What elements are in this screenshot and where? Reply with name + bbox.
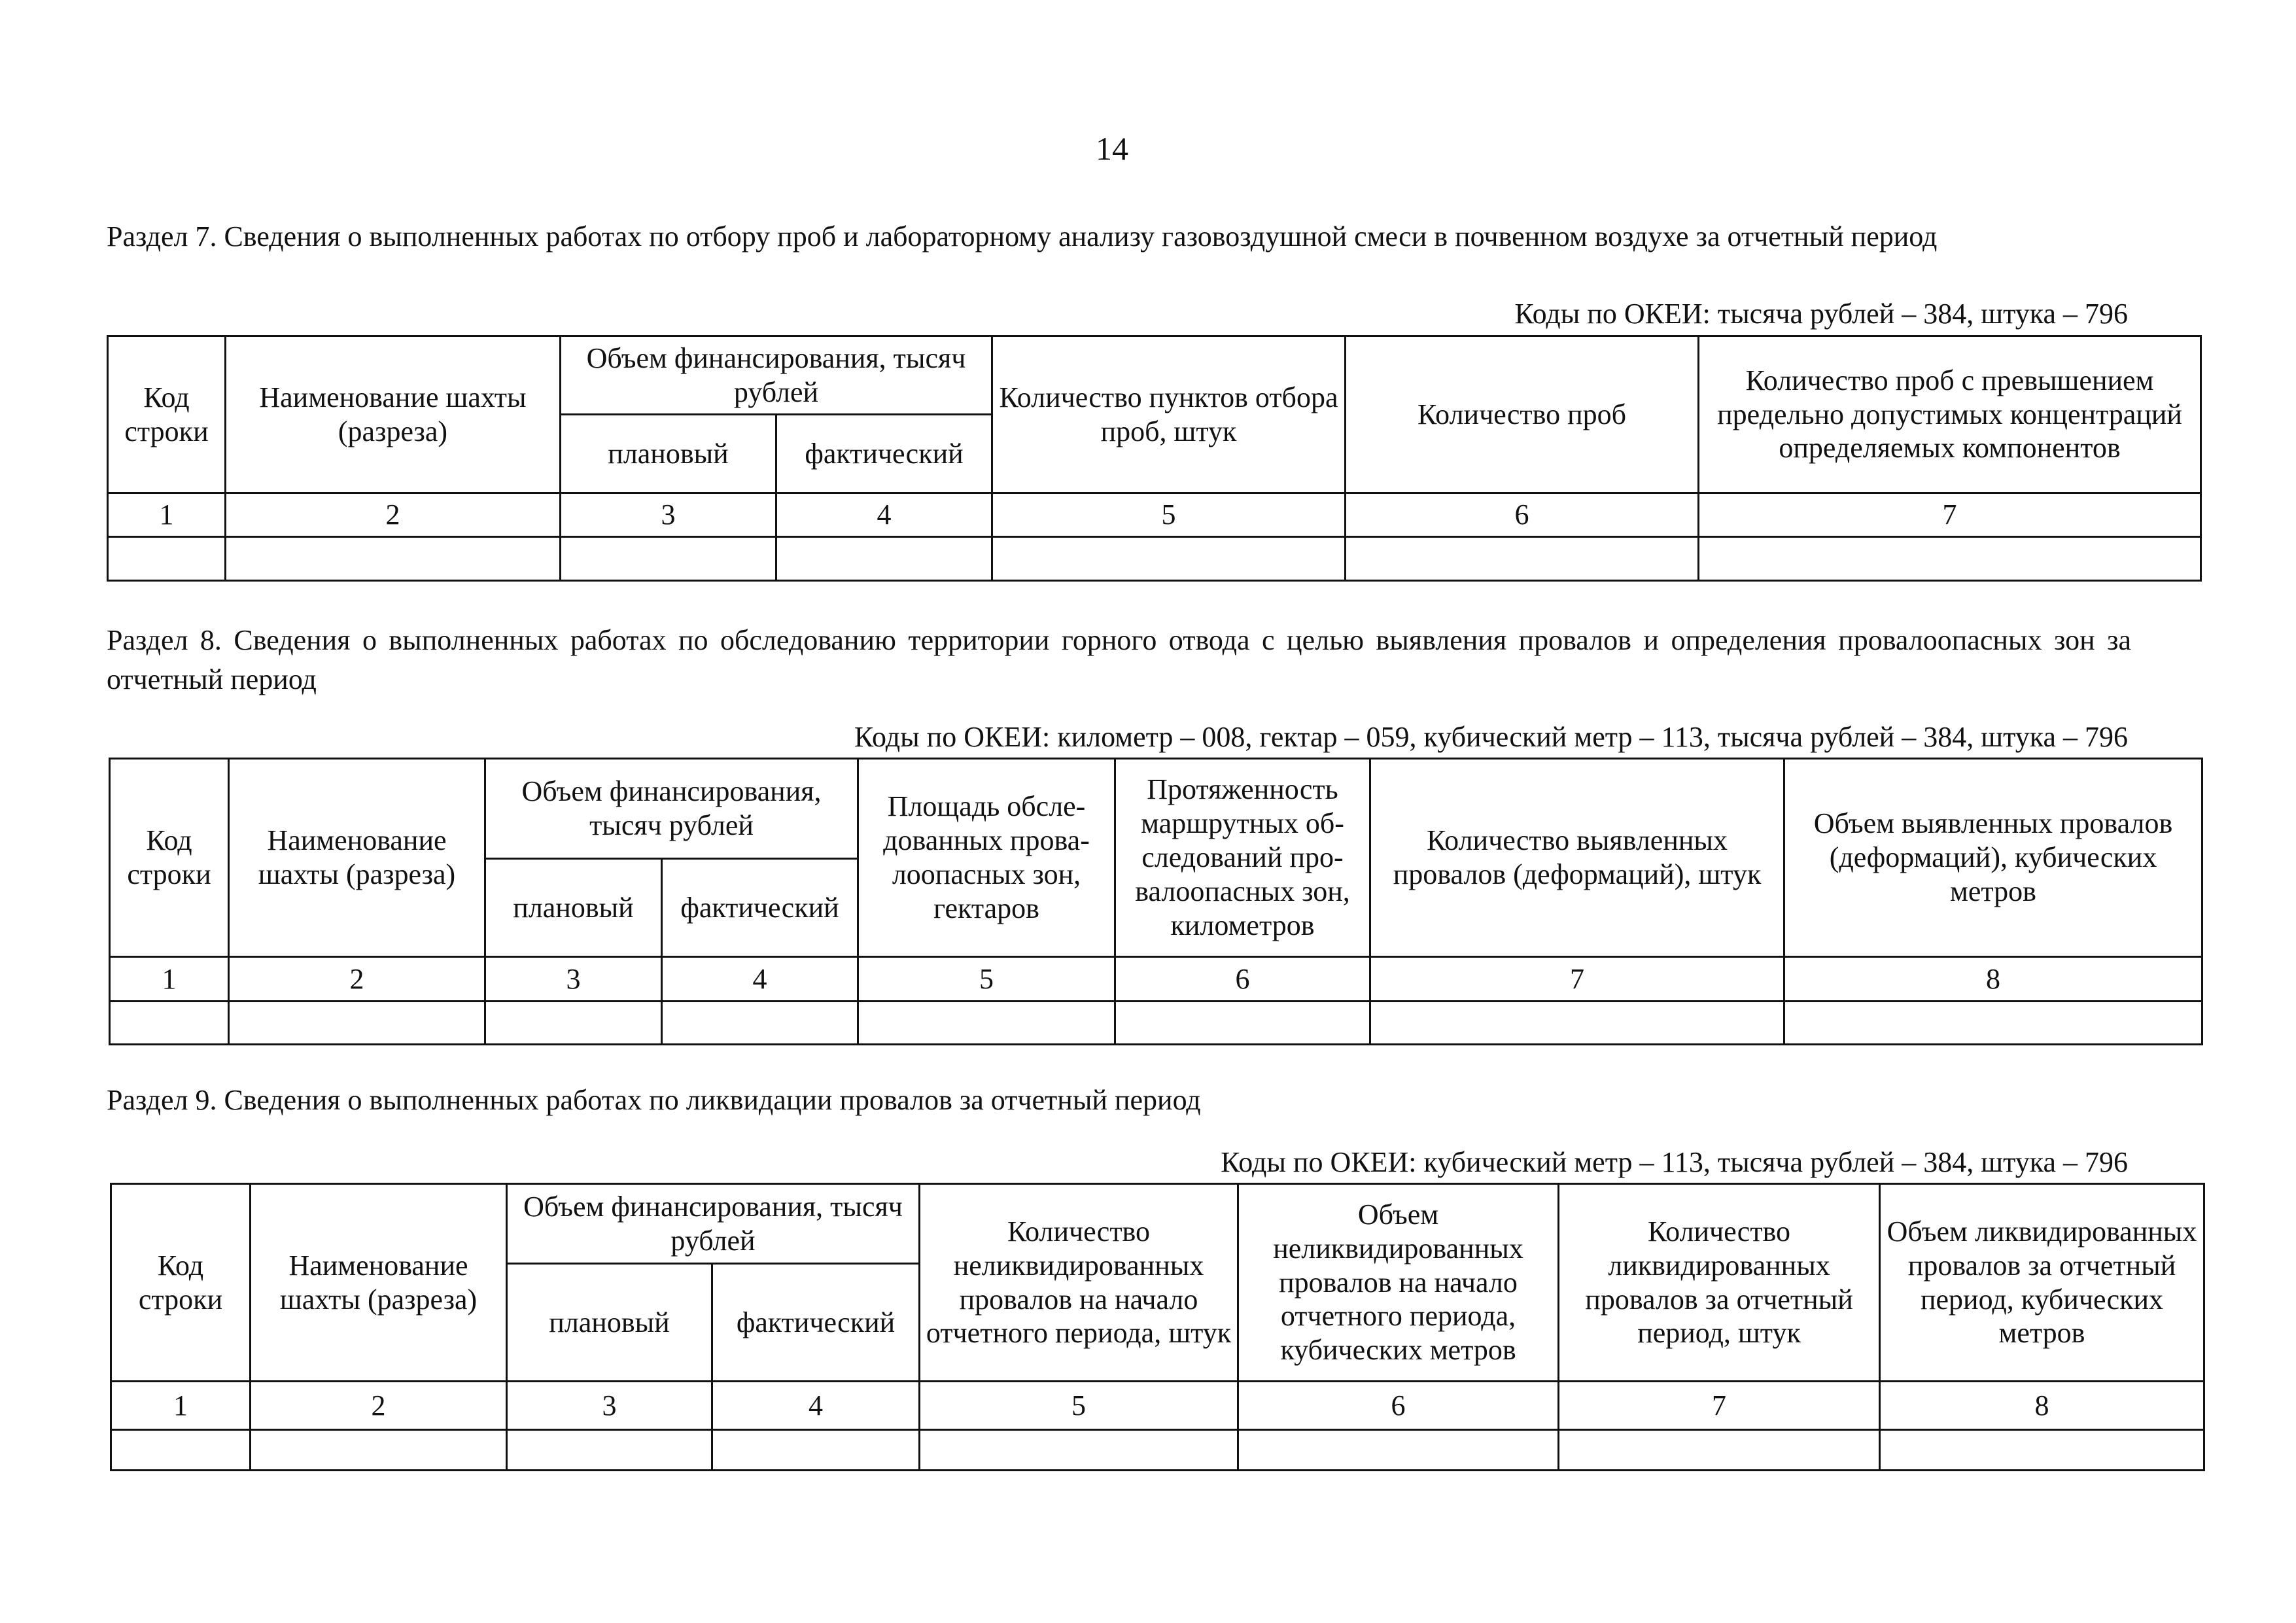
- column-number: 3: [485, 957, 662, 1002]
- section-7-table: [107, 335, 2202, 582]
- header-liquidated-count: Количество ликвидированных провалов за отчетный период, штук: [1559, 1184, 1880, 1382]
- header-financing: Объем финансирования, тысяч рублей: [561, 336, 992, 415]
- header-unliquidated-count: Количество неликвидированных провалов на начало отчетного периода, штук: [920, 1184, 1238, 1382]
- section-7-title: Раздел 7. Сведения о выполненных работах по отбору проб и лабораторному анализу газовоздушной смеси в почвенном воздухе за отчетный период: [107, 220, 1938, 253]
- header-actual: фактический: [712, 1264, 920, 1382]
- section-7-column-numbers: [108, 493, 2201, 537]
- section-9-table: [110, 1183, 2205, 1471]
- column-number: 2: [251, 1382, 507, 1430]
- section-9-column-numbers: [111, 1382, 2204, 1430]
- empty-cell[interactable]: [1699, 537, 2201, 581]
- header-mine-name: Наименование шахты (разреза): [229, 759, 485, 957]
- empty-cell[interactable]: [1559, 1430, 1880, 1471]
- header-route-length: Протяженность маршрутных об-следований про-валоопасных зон, километров: [1115, 759, 1370, 957]
- header-planned: плановый: [485, 859, 662, 957]
- header-samples-count: Количество проб: [1346, 336, 1699, 493]
- empty-cell[interactable]: [251, 1430, 507, 1471]
- page-number: 14: [1096, 130, 1128, 167]
- header-detected-count: Количество выявленных провалов (деформаций), штук: [1370, 759, 1784, 957]
- column-number: 1: [110, 957, 229, 1002]
- header-actual: фактический: [776, 415, 992, 493]
- column-number: 3: [507, 1382, 712, 1430]
- empty-cell[interactable]: [226, 537, 561, 581]
- column-number: 3: [561, 493, 776, 537]
- empty-cell[interactable]: [485, 1002, 662, 1045]
- column-number: 6: [1238, 1382, 1559, 1430]
- header-detected-volume: Объем выявленных провалов (деформаций), кубических метров: [1784, 759, 2202, 957]
- empty-cell[interactable]: [992, 537, 1346, 581]
- section-9-header-row: [111, 1184, 2204, 1264]
- empty-cell[interactable]: [1784, 1002, 2202, 1045]
- empty-cell[interactable]: [712, 1430, 920, 1471]
- section-9-title: Раздел 9. Сведения о выполненных работах по ликвидации провалов за отчетный период: [107, 1084, 1201, 1116]
- column-number: 2: [229, 957, 485, 1002]
- empty-cell[interactable]: [662, 1002, 858, 1045]
- empty-cell[interactable]: [858, 1002, 1115, 1045]
- empty-cell[interactable]: [507, 1430, 712, 1471]
- header-code: Код строки: [111, 1184, 251, 1382]
- section-7-data-row: [108, 537, 2201, 581]
- header-exceeding-samples: Количество проб с превышением предельно допустимых концентраций определяемых компонентов: [1699, 336, 2201, 493]
- empty-cell[interactable]: [561, 537, 776, 581]
- header-financing: Объем финансирования, тысяч рублей: [507, 1184, 920, 1264]
- section-9-okei-codes: Коды по ОКЕИ: кубический метр – 113, тысяча рублей – 384, штука – 796: [1221, 1146, 2128, 1178]
- column-number: 1: [108, 493, 226, 537]
- empty-cell[interactable]: [1346, 537, 1699, 581]
- column-number: 2: [226, 493, 561, 537]
- empty-cell[interactable]: [229, 1002, 485, 1045]
- header-financing: Объем финансирования, тысяч рублей: [485, 759, 858, 859]
- column-number: 5: [992, 493, 1346, 537]
- section-8-title: Раздел 8. Сведения о выполненных работах по обследованию территории горного отвода с целью выявления провалов и определения провалоопасных зон за отчетный период: [107, 624, 2131, 695]
- empty-cell[interactable]: [776, 537, 992, 581]
- empty-cell[interactable]: [920, 1430, 1238, 1471]
- header-planned: плановый: [507, 1264, 712, 1382]
- header-actual: фактический: [662, 859, 858, 957]
- section-8-header-row: [110, 759, 2202, 859]
- empty-cell[interactable]: [1115, 1002, 1370, 1045]
- header-liquidated-volume: Объем ликвидированных провалов за отчетный период, кубических метров: [1880, 1184, 2204, 1382]
- section-8-data-row: [110, 1002, 2202, 1045]
- empty-cell[interactable]: [1238, 1430, 1559, 1471]
- column-number: 6: [1115, 957, 1370, 1002]
- header-mine-name: Наименование шахты (разреза): [251, 1184, 507, 1382]
- header-code: Код строки: [108, 336, 226, 493]
- header-unliquidated-volume: Объем неликвидированных провалов на начало отчетного периода, кубических метров: [1238, 1184, 1559, 1382]
- header-mine-name: Наименование шахты (разреза): [226, 336, 561, 493]
- section-9-data-row: [111, 1430, 2204, 1471]
- header-planned: плановый: [561, 415, 776, 493]
- column-number: 4: [712, 1382, 920, 1430]
- column-number: 5: [920, 1382, 1238, 1430]
- section-7-header-row: [108, 336, 2201, 415]
- header-code: Код строки: [110, 759, 229, 957]
- column-number: 5: [858, 957, 1115, 1002]
- empty-cell[interactable]: [108, 537, 226, 581]
- header-surveyed-area: Площадь обсле-дованных прова-лоопасных зон, гектаров: [858, 759, 1115, 957]
- header-sampling-points: Количество пунктов отбора проб, штук: [992, 336, 1346, 493]
- column-number: 4: [776, 493, 992, 537]
- column-number: 8: [1880, 1382, 2204, 1430]
- column-number: 6: [1346, 493, 1699, 537]
- column-number: 7: [1370, 957, 1784, 1002]
- empty-cell[interactable]: [111, 1430, 251, 1471]
- column-number: 4: [662, 957, 858, 1002]
- section-8-table: [109, 758, 2203, 1045]
- column-number: 1: [111, 1382, 251, 1430]
- section-7-okei-codes: Коды по ОКЕИ: тысяча рублей – 384, штука – 796: [1514, 298, 2128, 330]
- empty-cell[interactable]: [1880, 1430, 2204, 1471]
- section-8-okei-codes: Коды по ОКЕИ: километр – 008, гектар – 059, кубический метр – 113, тысяча рублей – 384, штука – 796: [854, 721, 2128, 753]
- empty-cell[interactable]: [1370, 1002, 1784, 1045]
- column-number: 7: [1699, 493, 2201, 537]
- section-8-column-numbers: [110, 957, 2202, 1002]
- column-number: 8: [1784, 957, 2202, 1002]
- empty-cell[interactable]: [110, 1002, 229, 1045]
- column-number: 7: [1559, 1382, 1880, 1430]
